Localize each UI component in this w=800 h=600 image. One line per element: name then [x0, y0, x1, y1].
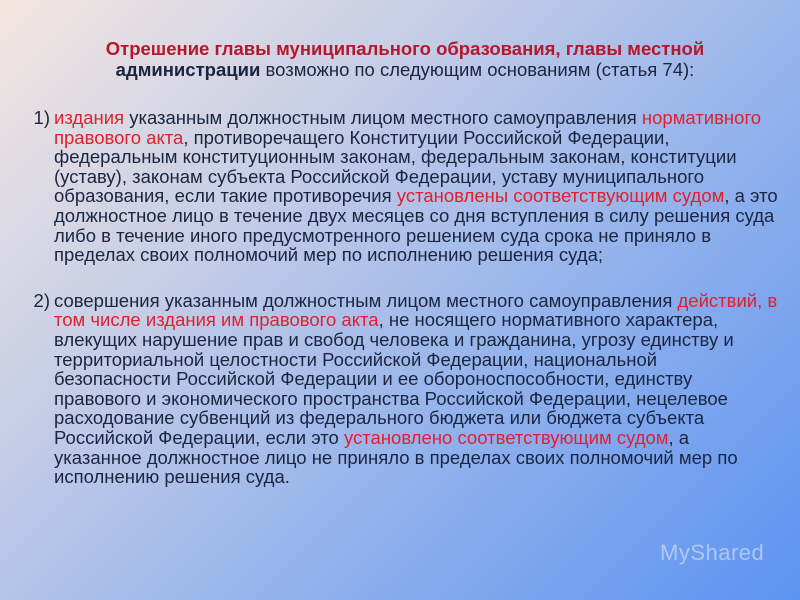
- item-segment: нормативного правового акта: [54, 107, 762, 148]
- title-line-1: Отрешение главы муниципального образования, главы местной: [105, 38, 705, 59]
- item-text: [54, 108, 778, 265]
- slide-title: [40, 38, 770, 80]
- item-segment: , противоречащего Конституции Российской Федерации, федеральным конституционным законам, федеральным законам, конституции (уставу), законам субъекта Российской Федерации, уставу муниципального образования, если такие противоречия: [54, 126, 737, 207]
- item-segment: , а указанное должностное лицо не приняло в пределах своих полномочий мер по исполнению решения суда.: [54, 426, 738, 488]
- watermark: MyShared: [660, 540, 765, 565]
- item-segment: совершения указанным должностным лицом местного самоуправления: [54, 289, 678, 311]
- item-segment: , а это должностное лицо в течение двух месяцев со дня вступления в силу решения суда либо в течение иного предусмотренного решением суда срока не приняло в пределах своих полномочий мер по исполнению решения суда;: [54, 185, 778, 266]
- item-segment: действий, в том числе издания им правового акта: [54, 289, 778, 331]
- item-segment: установлено соответствующим судом: [343, 426, 669, 448]
- item-number: 1): [33, 107, 50, 128]
- list-item-2: [18, 291, 778, 487]
- item-segment: установлены соответствующим судом: [396, 185, 725, 207]
- list-item-1: [18, 108, 778, 265]
- item-number: 2): [33, 289, 50, 311]
- title-bold-word: администрации: [115, 59, 261, 80]
- grounds-list: [18, 108, 778, 487]
- item-segment: , не носящего нормативного характера, влекущих нарушение прав и свобод человека и гражданина, угрозу единству и территориальной целостности Российской Федерации, национальной безопасности Российской Федерации и ее обороноспособности, единству правового и экономического пространства Российской Федерации, нецелевое расходование субвенций из федерального бюджета или бюджета субъекта Российской Федерации, если это: [54, 309, 734, 448]
- item-text: [54, 291, 778, 487]
- title-rest: возможно по следующим основаниям (статья 74):: [260, 59, 695, 80]
- item-segment: издания: [54, 107, 125, 128]
- item-segment: указанным должностным лицом местного самоуправления: [124, 107, 642, 128]
